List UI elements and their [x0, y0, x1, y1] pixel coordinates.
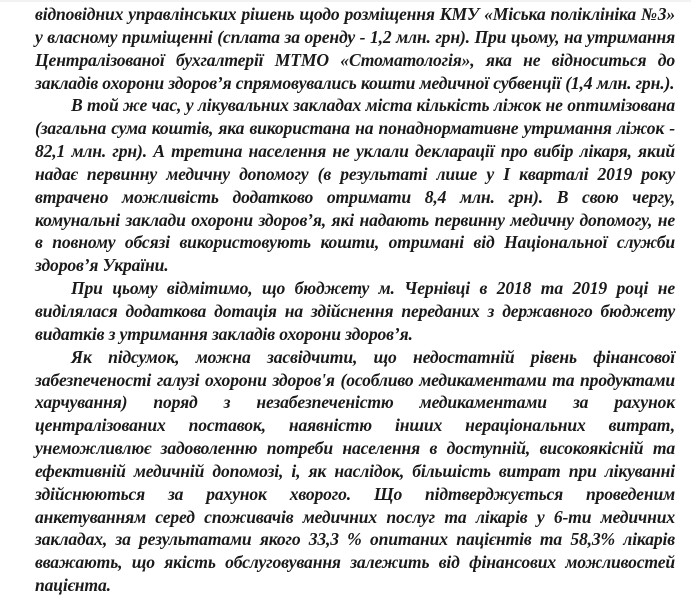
document-page: [35, 3, 675, 597]
top-border: [0, 0, 691, 2]
paragraph-budget-subsidy: При цьому відмітимо, що бюджету м. Чернівці в 2018 та 2019 році не виділялася додаткова дотація на здійснення переданих з державного бюджету видатків з утримання закладів охорони здоров’я.: [35, 278, 675, 344]
paragraph-continuation: відповідних управлінських рішень щодо розміщення КМУ «Міська поліклініка №3» у власному приміщенні (сплата за оренду - 1,2 млн. грн). При цьому, на утримання Централізованої бухгалтерії МТМО «Стоматологія», яка не відноситься до закладів охорони здоров’я спрямовувались кошти медичної субвенції (1,4 млн. грн.).: [35, 4, 675, 93]
paragraph-beds-optimization: В той же час, у лікувальних закладах міста кількість ліжок не оптимізована (загальна сума коштів, яка використана на понаднормативне утримання ліжок - 82,1 млн. грн). А третина населення не уклали декларації про вибір лікаря, який надає первинну медичну допомогу (в результаті лише у І кварталі 2019 року втрачено можливість додатково отримати 8,4 млн. грн). В свою чергу, комунальні заклади охорони здоров’я, які надають первинну медичну допомогу, не в повному обсязі використовують кошти, отримані від Національної служби здоров’я України.: [35, 95, 675, 276]
paragraph-summary: Як підсумок, можна засвідчити, що недостатній рівень фінансової забезпеченості галузі охорони здоров'я (особливо медикаментами та продуктами харчування) поряд з незабезпеченістю медикаментами за рахунок централізованих поставок, наявністю інших нераціональних витрат, унеможливлює задоволенню потреби населення в доступній, високоякісній та ефективній медичній допомозі, і, як наслідок, більшість витрат при лікуванні здійснюються за рахунок хворого. Що підтверджується проведеним анкетуванням серед споживачів медичних послуг та лікарів у 6-ти медичних закладах, за результатами якого 33,3 % опитаних пацієнтів та 58,3% лікарів вважають, що якість обслуговування залежить від фінансових можливостей пацієнта.: [35, 346, 675, 596]
